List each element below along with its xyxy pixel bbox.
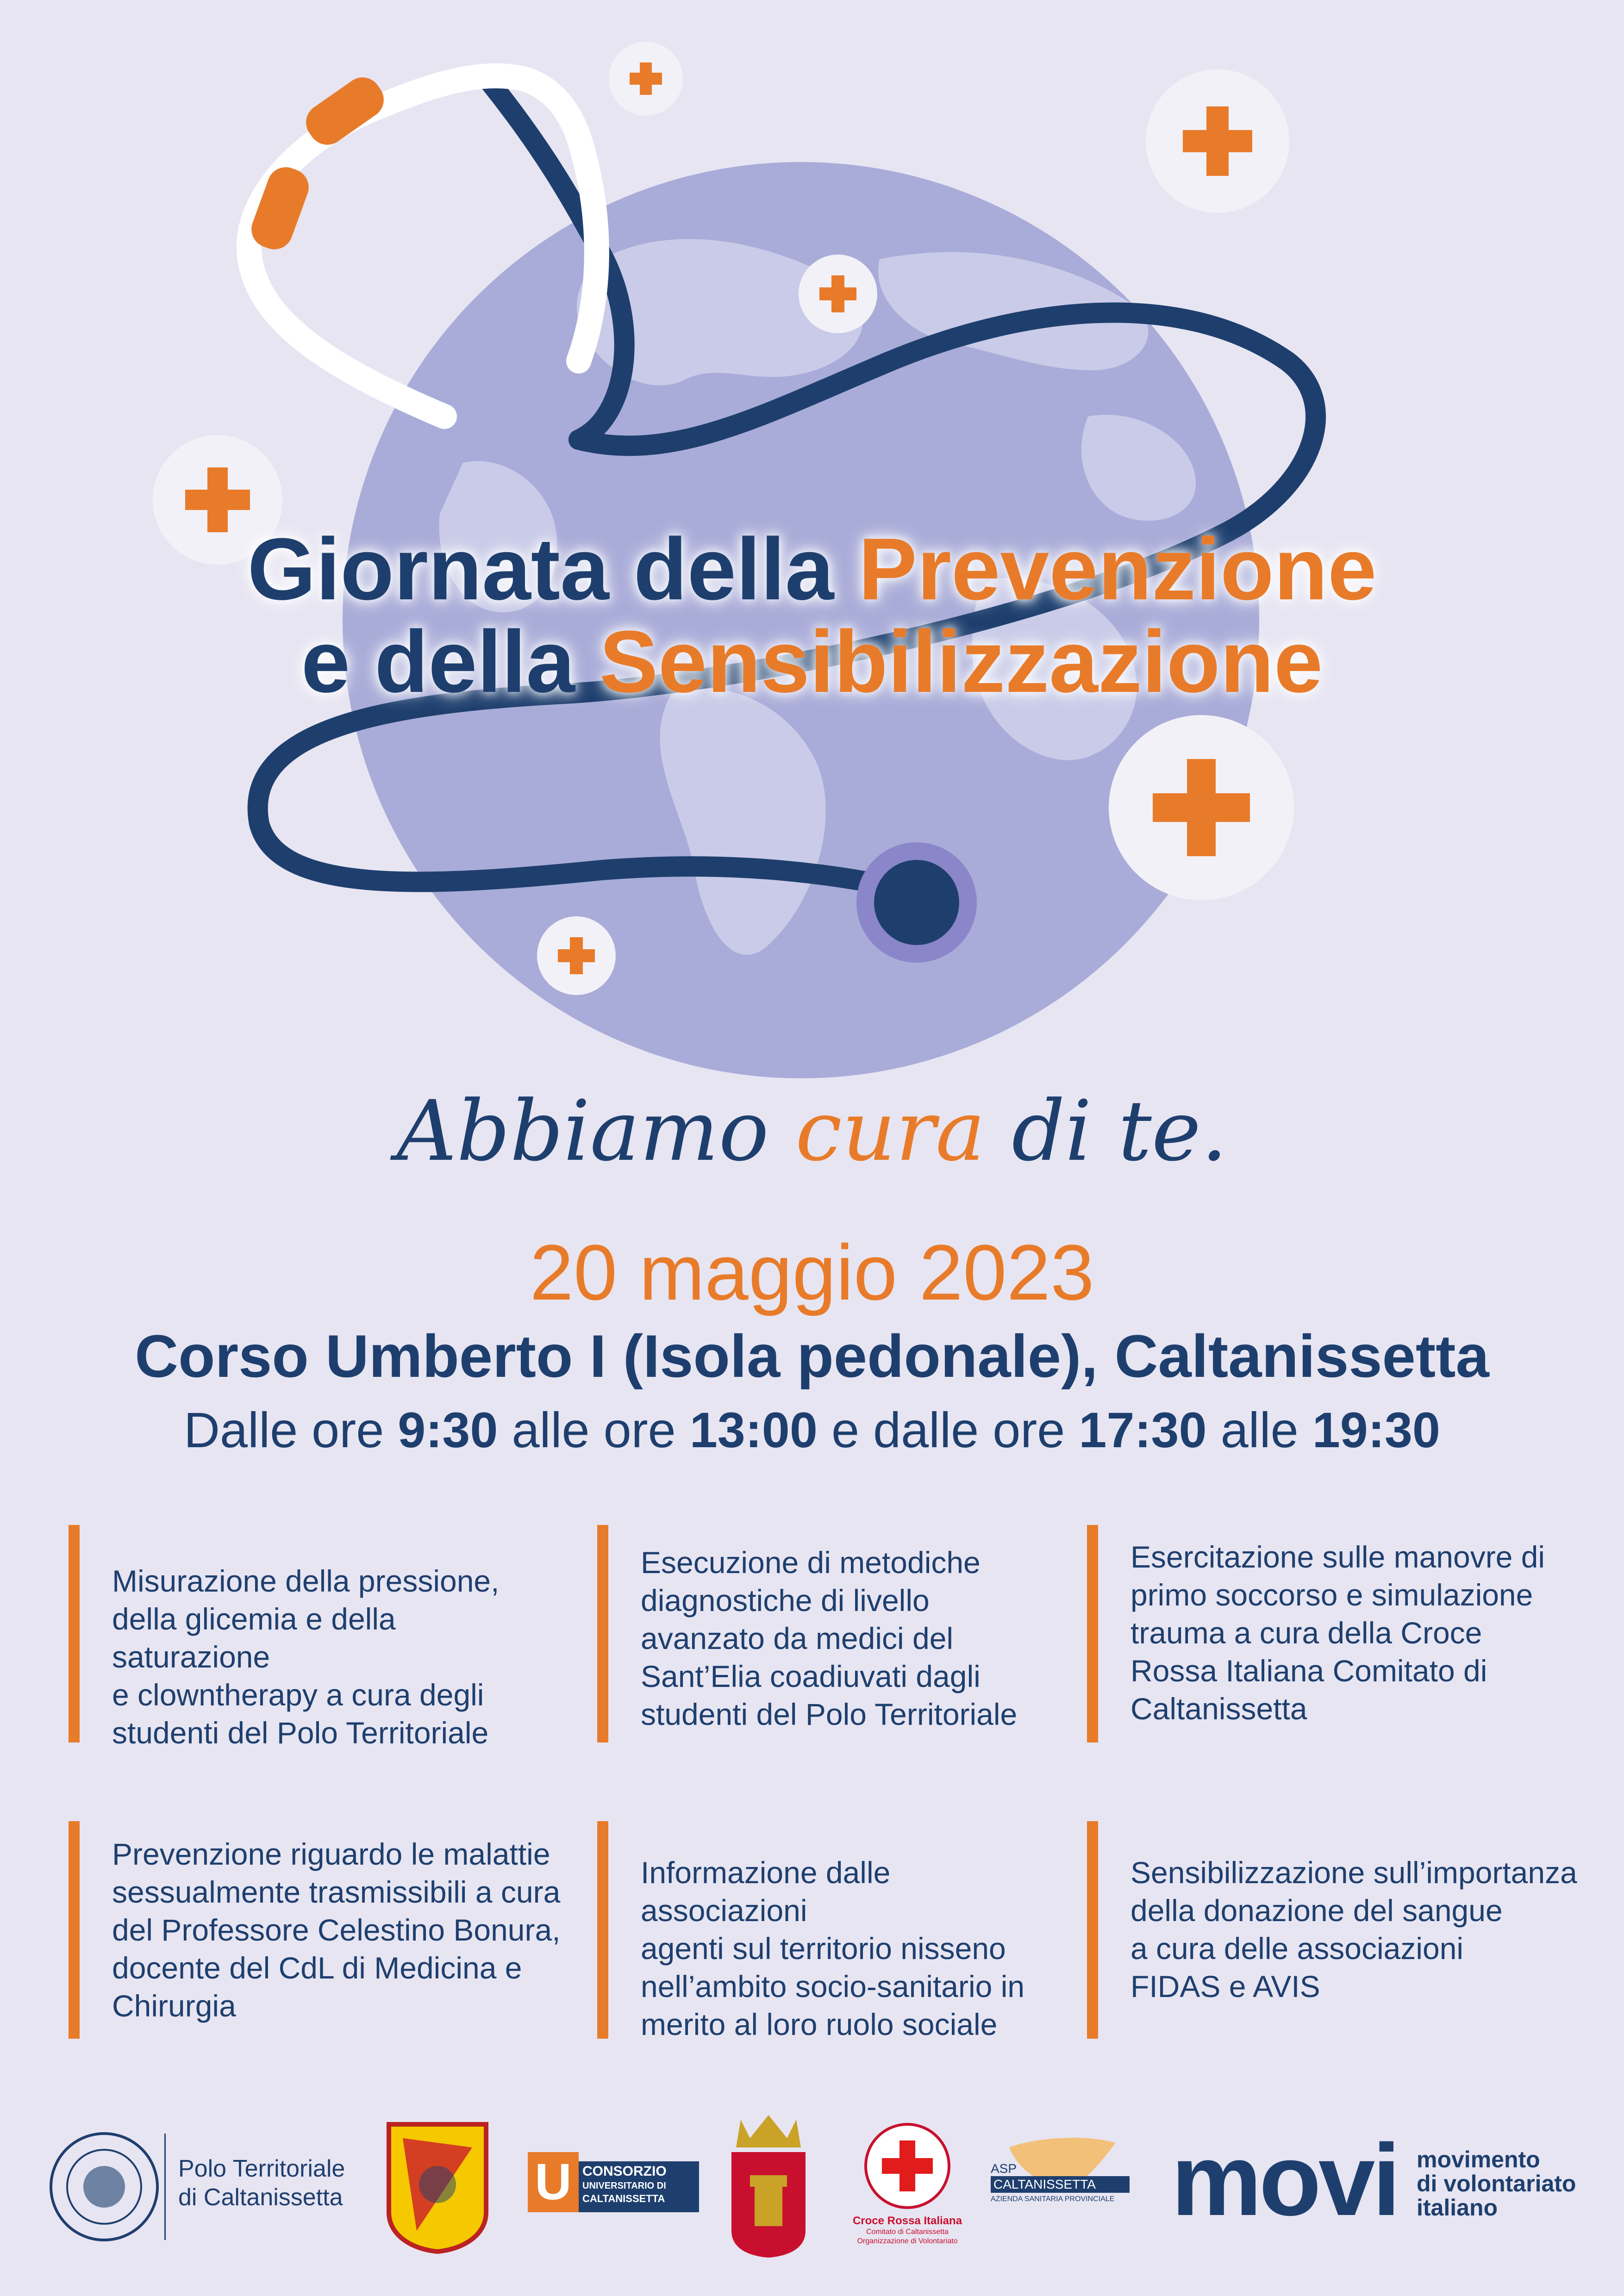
movi-logo-wordmark: movi <box>1171 2123 1398 2237</box>
activity-2-line-1: Esecuzione di metodiche <box>641 1545 981 1580</box>
hours-text-4: alle <box>1220 1402 1299 1458</box>
tagline-part2: di te. <box>1012 1083 1228 1180</box>
cri-line-2: Comitato di Caltanissetta <box>866 2228 949 2236</box>
tagline-accent: cura <box>795 1083 986 1180</box>
page-title-line1 <box>0 520 1624 618</box>
activity-block-1 <box>69 1525 531 1750</box>
polo-line-1: Polo Territoriale <box>178 2155 345 2182</box>
activity-block-3 <box>1087 1525 1587 1742</box>
hours-time-4: 19:30 <box>1312 1402 1440 1458</box>
consorzio-u-mark: U <box>528 2152 579 2212</box>
asp-logo <box>991 2129 1130 2231</box>
activity-2-line-3: avanzato da medici del <box>641 1621 954 1655</box>
title-dark-1: Giornata della <box>247 520 834 618</box>
activity-5-line-2: agenti sul territorio nisseno <box>641 1931 1006 1966</box>
activity-block-5 <box>597 1821 1060 2039</box>
activity-5-line-4: merito al loro ruolo sociale <box>641 2007 998 2041</box>
activity-3-line-4: Rossa Italiana Comitato di <box>1131 1654 1487 1688</box>
activity-6-line-2: della donazione del sangue <box>1131 1893 1503 1928</box>
tagline <box>0 1085 1624 1178</box>
regione-sicilia-logo <box>384 2120 491 2254</box>
hours-time-2: 13:00 <box>689 1402 818 1458</box>
tagline-part1: Abbiamo <box>396 1083 769 1180</box>
activity-1-line-4: studenti del Polo Territoriale <box>112 1716 489 1750</box>
activity-2-line-5: studenti del Polo Territoriale <box>641 1697 1018 1731</box>
consorzio-logo <box>528 2152 699 2221</box>
hours-text-1: Dalle ore <box>184 1402 384 1458</box>
event-place: Corso Umberto I (Isola pedonale), Caltanissetta <box>135 1322 1489 1390</box>
activity-1-line-1: Misurazione della pressione, <box>112 1564 500 1598</box>
movi-sub-line-1: movimento <box>1417 2147 1540 2172</box>
activity-4-line-3: del Professore Celestino Bonura, <box>112 1913 561 1947</box>
asp-line-1: ASP <box>991 2161 1017 2176</box>
activity-6-line-3: a cura delle associazioni <box>1131 1931 1464 1966</box>
university-seal-logo <box>46 2129 162 2245</box>
activity-3-line-5: Caltanissetta <box>1131 1692 1307 1726</box>
activity-4-line-2: sessualmente trasmissibili a cura <box>112 1875 561 1909</box>
activity-6-line-1: Sensibilizzazione sull’importanza <box>1131 1855 1577 1890</box>
polo-territoriale-label <box>178 2154 345 2212</box>
title-accent-2: Sensibilizzazione <box>599 613 1323 711</box>
consorzio-line-3: CALTANISSETTA <box>582 2193 665 2204</box>
activity-4-line-5: Chirurgia <box>112 1989 236 2023</box>
hours-time-1: 9:30 <box>398 1402 498 1458</box>
event-date: 20 maggio 2023 <box>530 1229 1094 1317</box>
activity-3-line-2: primo soccorso e simulazione <box>1131 1578 1533 1612</box>
activity-block-6 <box>1087 1821 1596 2039</box>
activity-4-line-1: Prevenzione riguardo le malattie <box>112 1837 550 1871</box>
croce-rossa-logo <box>847 2120 968 2246</box>
activity-1-line-2: della glicemia e della saturazione <box>112 1602 396 1674</box>
chestpiece <box>874 860 959 945</box>
activity-block-2 <box>597 1525 1060 1742</box>
asp-line-3: AZIENDA SANITARIA PROVINCIALE <box>991 2195 1115 2203</box>
cri-line-1: Croce Rossa Italiana <box>852 2215 962 2227</box>
caltanissetta-crest-logo <box>722 2110 815 2259</box>
activity-6-line-4: FIDAS e AVIS <box>1131 1969 1320 2004</box>
movi-sub-line-3: italiano <box>1417 2195 1498 2221</box>
title-accent-1: Prevenzione <box>858 520 1377 618</box>
event-hours <box>0 1400 1624 1460</box>
asp-line-2: CALTANISSETTA <box>991 2176 1130 2193</box>
page-title-line2 <box>0 613 1624 711</box>
activity-5-line-3: nell’ambito socio-sanitario in <box>641 1969 1025 2004</box>
movi-sub-line-2: di volontariato <box>1417 2171 1576 2196</box>
cri-line-3: Organizzazione di Volontariato <box>857 2237 958 2245</box>
title-dark-2: e della <box>301 613 575 711</box>
activity-block-4 <box>69 1821 587 2039</box>
hours-text-3: e dalle ore <box>831 1402 1065 1458</box>
movi-logo-subtitle <box>1417 2147 1576 2220</box>
consorzio-text <box>579 2161 699 2212</box>
activity-3-line-3: trauma a cura della Croce <box>1131 1616 1482 1650</box>
polo-line-2: di Caltanissetta <box>178 2184 343 2211</box>
activity-2-line-2: diagnostiche di livello <box>641 1583 930 1618</box>
activity-2-line-4: Sant’Elia coadiuvati dagli <box>641 1659 981 1693</box>
consorzio-line-1: CONSORZIO <box>582 2164 667 2179</box>
logo-divider <box>164 2134 166 2240</box>
consorzio-line-2: UNIVERSITARIO DI <box>582 2181 666 2191</box>
hours-text-2: alle ore <box>512 1402 676 1458</box>
activity-3-line-1: Esercitazione sulle manovre di <box>1131 1540 1545 1574</box>
activity-4-line-4: docente del CdL di Medicina e <box>112 1951 522 1985</box>
hours-time-3: 17:30 <box>1079 1402 1207 1458</box>
red-cross-icon <box>861 2120 954 2212</box>
activity-5-line-1: Informazione dalle associazioni <box>641 1855 891 1928</box>
activity-1-line-3: e clowntherapy a cura degli <box>112 1678 484 1712</box>
